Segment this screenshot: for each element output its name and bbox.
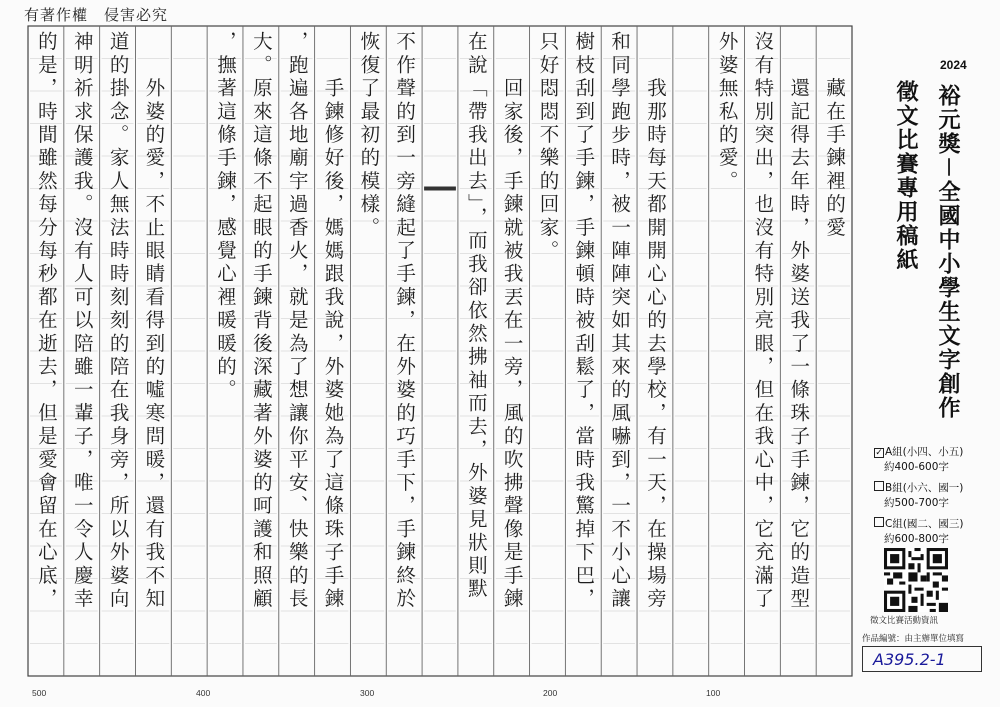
manuscript-column: 神明祈求保護我。沒有人可以陪雖一輩子，唯一令人慶幸 xyxy=(70,31,94,611)
count-label-200: 200 xyxy=(543,688,558,698)
contest-title: 裕元獎－全國中小學生文字創作 xyxy=(935,84,960,421)
manuscript-column xyxy=(172,31,206,681)
count-label-300: 300 xyxy=(360,688,375,698)
qr-code-icon[interactable] xyxy=(884,548,948,612)
manuscript-column: 和同學跑步時，被一陣陣突如其來的風嚇到，一不小心讓 xyxy=(608,31,632,611)
entry-id-value: A395.2-1 xyxy=(873,650,946,669)
checkbox-b[interactable] xyxy=(874,481,884,491)
manuscript-column: 在說「帶我出去」，而我卻依然拂袖而去，外婆見狀則默 xyxy=(464,31,488,602)
manuscript-column: 藏在手鍊裡的愛 xyxy=(823,31,847,240)
entry-id-caption: 作品編號：由主辦單位填寫 xyxy=(862,634,965,644)
manuscript-column xyxy=(423,31,457,681)
group-option-c[interactable] xyxy=(874,516,986,546)
checkbox-c[interactable] xyxy=(874,517,884,527)
group-option-b[interactable] xyxy=(874,480,986,510)
manuscript-column: 我那時每天都開開心心的去學校，有一天，在操場旁 xyxy=(643,31,667,611)
group-label: C組(國二、國三) xyxy=(885,518,964,530)
copyright-notice: 有著作權 侵害必究 xyxy=(24,6,169,24)
manuscript-column: 道的掛念。家人無法時時刻刻的陪在我身旁，所以外婆向 xyxy=(106,31,130,611)
title-block xyxy=(870,50,980,430)
manuscript-column: 不作聲的到一旁縫起了手鍊，在外婆的巧手下，手鍊終於 xyxy=(393,31,417,611)
manuscript-column xyxy=(674,31,708,681)
manuscript-column: 恢復了最初的模樣。 xyxy=(357,31,381,240)
count-label-400: 400 xyxy=(196,688,211,698)
group-option-a[interactable] xyxy=(874,444,986,474)
group-range: 約500-700字 xyxy=(884,497,949,509)
manuscript-column: ，撫著這條手鍊，感覺心裡暖暖的。 xyxy=(214,31,238,403)
count-label-100: 100 xyxy=(706,688,721,698)
checkbox-a[interactable]: ✓ xyxy=(875,448,883,458)
manuscript-column: 只好悶悶不樂的回家。 xyxy=(536,31,560,263)
qr-caption: 徵文比賽活動資訊 xyxy=(870,616,939,626)
group-range: 約400-600字 xyxy=(884,461,949,473)
manuscript-column: 手鍊修好後，媽媽跟我說，外婆她為了這條珠子手鍊 xyxy=(321,31,345,611)
paper-subtitle: 徵文比賽專用稿紙 xyxy=(893,80,918,272)
manuscript-column: 沒有特別突出，也沒有特別亮眼，但在我心中，它充滿了 xyxy=(751,31,775,611)
group-label: A組(小四、小五) xyxy=(885,446,964,458)
group-options xyxy=(874,444,986,552)
group-label: B組(小六、國一) xyxy=(885,482,964,494)
group-range: 約600-800字 xyxy=(884,533,949,545)
entry-id-box[interactable] xyxy=(862,646,982,672)
manuscript-column: 的是，時間雖然每分每秒都在逝去，但是愛會留在心底， xyxy=(34,31,58,611)
manuscript-column: 大。原來這條不起眼的手鍊背後深藏著外婆的呵護和照顧 xyxy=(249,31,273,611)
contest-year: 2024 xyxy=(940,58,967,72)
manuscript-column: 樹枝刮到了手鍊，手鍊頓時被刮鬆了，當時我驚掉下巴， xyxy=(572,31,596,611)
manuscript-column: 外婆無私的愛。 xyxy=(715,31,739,194)
manuscript-column: 還記得去年時，外婆送我了一條珠子手鍊，它的造型 xyxy=(787,31,811,611)
manuscript-column: 回家後，手鍊就被我丟在一旁，風的吹拂聲像是手鍊 xyxy=(500,31,524,611)
count-label-500: 500 xyxy=(32,688,47,698)
manuscript-column: 外婆的愛，不止眼睛看得到的噓寒問暖，還有我不知 xyxy=(142,31,166,611)
manuscript-column: ，跑遍各地廟宇過香火，就是為了想讓你平安、快樂的長 xyxy=(285,31,309,611)
